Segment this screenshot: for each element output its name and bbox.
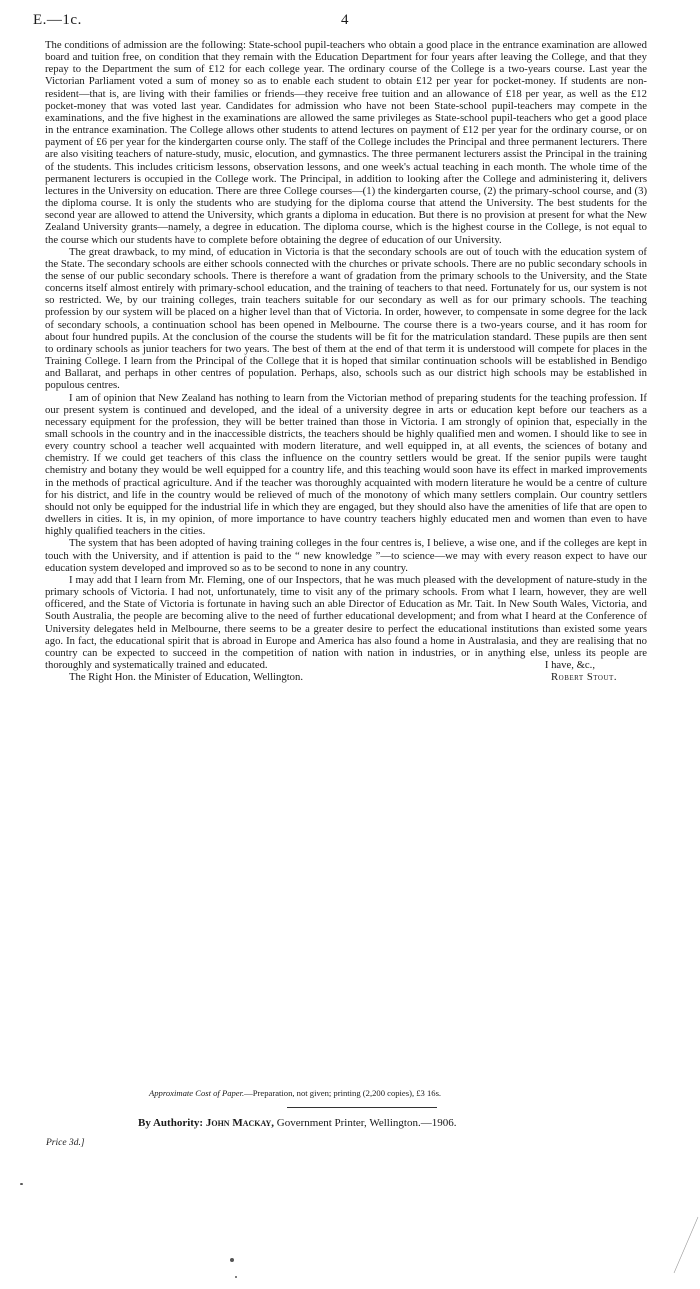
cost-note xyxy=(149,1088,569,1098)
authority-prefix: By Authority: xyxy=(138,1117,204,1129)
printer-name: John Mackay, xyxy=(205,1117,275,1129)
paragraph-training-colleges: The system that has been adopted of having training colleges in the four centres is, I believe, a wise one, and if the colleges are kept in touch with the University, and if attention is paid to the “ new knowledge ”—to science—we may with every reason expect to have our education system developed and improved so as to be second to none in any country. xyxy=(45,537,647,574)
printer-imprint xyxy=(138,1117,598,1129)
signature-line xyxy=(45,671,647,685)
print-speck-mark xyxy=(230,1258,234,1262)
paragraph-opinion: I am of opinion that New Zealand has nothing to learn from the Victorian method of preparing students for the teaching profession. If our present system is continued and developed, and the ideal of a university degree in arts or education kept before our teachers as a necessary equipment for the profession, they will be better trained than those in Victoria. I am strongly of opinion that, especially in the small schools in the country and in the inaccessible districts, the teachers should be highly qualified men and women. I should like to see in every country school a teacher well acquainted with modern literature, and well equipped in, at all events, the sciences of botany and chemistry. If we could get teachers of this class the influence on the country settlers would be great. If the senior pupils were taught chemistry and botany they would be well equipped for a country life, and this teaching would soon have its effect in marked improvements in the methods of practical agriculture. And if the teacher was thoroughly acquainted with modern literature he would be a centre of culture for his district, and life in the country would be relieved of much of the monotony of which many settlers complain. Our country settlers should not only be equipped for the industrial life in which they are engaged, but they should also have the amenities of life that are open to dwellers in cities. It is, in my opinion, of more importance to have country teachers highly educated men and women than even to have highly qualified teachers in the cities. xyxy=(45,391,647,538)
page-scratch-mark xyxy=(670,1215,700,1275)
price-label: Price 3d.] xyxy=(46,1138,85,1148)
divider-rule xyxy=(287,1107,437,1108)
document-reference: E.—1c. xyxy=(33,12,82,28)
paragraph-admission-conditions: The conditions of admission are the following: State-school pupil-teachers who obtain a good place in the entrance examination are allowed board and tuition free, on condition that they remain with the Education Department for four years after leaving the College, and that they repay to the Department the sum of £12 for each college year. The ordinary course of the College is a two-years course. Last year the Victorian Parliament voted a sum of money so as to enable each student to obtain £12 per year for pocket-money. If students are non-resident—that is, are living with their families or friends—they receive free tuition and an allowance of £18 per year, as well as the £12 pocket-money that was voted last year. Candidates for admission who have not been State-school pupil-teachers may compete in the examinations, and the five highest in the examinations are allowed the same privileges as State-school pupil-teachers who get a good place in the entrance examination. The College allows other students to attend lectures on payment of £12 per year for the ordinary course, or on payment of £6 per year for the kindergarten course only. The staff of the College includes the Principal and three permanent lecturers. There are also visiting teachers of nature-study, music, elocution, and gymnastics. The three permanent lecturers assist the Principal in the training of the students. This includes criticism lessons, observation lessons, and one week's actual teaching in each month. The whole time of the permanent lecturers is occupied in the College work. The Principal, in addition to looking after the College and administering it, delivers lectures in the University on education. There are three College courses—(1) the kindergarten course, (2) the primary-school course, and (3) the diploma course. It is only the students who are studying for the diploma course that attend the University. The best students for the second year are allowed to attend the University, which grants a diploma in education. But there is no provision at present for what the New Zealand University grants—namely, a degree in education. The diploma course, which is the highest course in the College, is not equal to the course which our students have to complete before obtaining the degree of education of our University. xyxy=(45,39,647,246)
paragraph-nature-study: I may add that I learn from Mr. Fleming, one of our Inspectors, that he was much pleased with the development of nature-study in the primary schools of Victoria. I had not, unfortunately, time to visit any of the primary schools. From what I learn, however, they are well officered, and the State of Victoria is fortunate in having such an able Director of Education as Mr. Tait. In New South Wales, Victoria, and South Australia, the people are becoming alive to the need of further educational development; and from what I heard at the Conference of University delegates held in Melbourne, there seems to be a greater desire to perfect the educational institutions than existed some years ago. In fact, the educational spirit that is abroad in Europe and America has also found a home in Australasia, and they are realising that no country can be expected to succeed in the competition of nation with nation in industries, or in anything else, unless its people are thoroughly and systematically trained and educated. I have, &c., xyxy=(45,573,647,671)
page-number: 4 xyxy=(341,12,349,28)
printer-details: Government Printer, Wellington.—1906. xyxy=(276,1117,457,1129)
cost-note-label: Approximate Cost of Paper. xyxy=(149,1088,245,1098)
print-speck-mark xyxy=(235,1276,237,1278)
cost-note-text: —Preparation, not given; printing (2,200 copies), £3 16s. xyxy=(244,1088,442,1098)
addressee: The Right Hon. the Minister of Education, Wellington. xyxy=(69,671,304,684)
closing-phrase: I have, &c., xyxy=(544,658,595,671)
signatory-name: Robert Stout. xyxy=(551,671,617,684)
page-header xyxy=(33,12,668,34)
report-body xyxy=(45,39,647,685)
paragraph-secondary-schools: The great drawback, to my mind, of education in Victoria is that the secondary schools are out of touch with the education system of the State. The secondary schools are either schools connected with the churches or private schools. There are no public secondary schools in the sense of our public secondary schools. There is therefore a want of gradation from the primary schools to the University, and the State concerns itself almost entirely with primary-school education, and the training of teachers to that need. Fortunately for us, our system is not so restricted. We, by our training colleges, train teachers suitable for our secondary as well as for our primary schools. The teaching profession by our system will be placed on a higher level than that of Victoria. In order, however, to compensate in some degree for the lack of secondary schools, a continuation school has been opened in Melbourne. The course there is a two-years course, and it has room for about four hundred pupils. At the conclusion of the course the students will be fit for the matriculation standard. These pupils are then sent to ordinary schools as junior teachers for two years. The best of them at the end of that term it is understood will compete for places in the Training College. I learn from the Principal of the College that it is hoped that similar continuation schools will be established in Bendigo and Ballarat, and perhaps in other centres of population. Perhaps, also, schools such as our district high schools may be established in populous centres. xyxy=(45,245,647,392)
print-speck-mark xyxy=(20,1183,23,1185)
